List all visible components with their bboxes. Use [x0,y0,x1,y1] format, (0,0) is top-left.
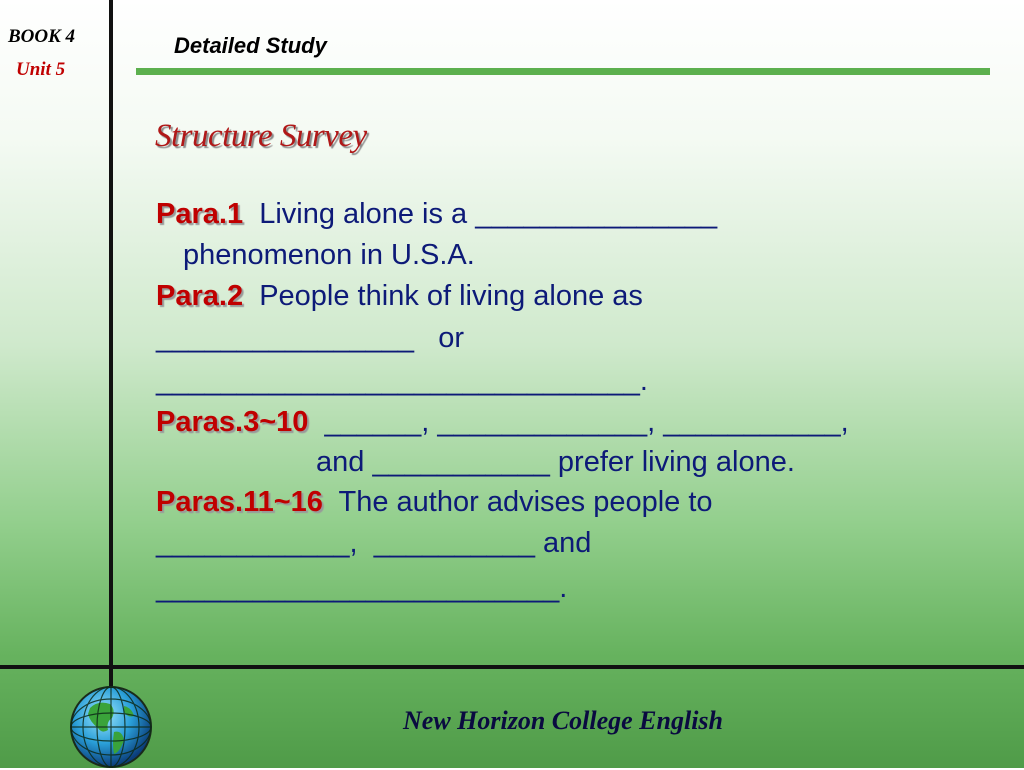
para2-label: Para.2 [156,280,244,312]
para2-line2: ________________ or [156,322,465,354]
header-rule [136,68,990,75]
section-title: Structure Survey [155,118,367,154]
para1-text1: Living alone is a _______________ [259,198,718,230]
paras3-10-label: Paras.3~10 [156,406,309,438]
paras11-16-label: Paras.11~16 [156,486,323,518]
para1-label: Para.1 [156,198,244,230]
para2-line3: ______________________________. [156,365,648,397]
paras3-10-line2: and ___________ prefer living alone. [316,446,795,478]
vertical-divider [109,0,113,768]
paras11-16-line2: ____________, __________ and [156,527,592,559]
para1-line2: phenomenon in U.S.A. [183,239,475,271]
paras11-16-text1: The author advises people to [338,486,713,518]
horizontal-divider [0,665,1024,669]
globe-icon [68,684,154,770]
paras3-10-text1: ______, _____________, ___________, [324,406,849,438]
book-label: BOOK 4 [8,26,76,47]
paras11-16-line3: _________________________. [156,572,568,604]
unit-label: Unit 5 [16,59,66,80]
para1-line1 [156,196,717,232]
para2-line1 [156,278,643,314]
para2-text1: People think of living alone as [259,280,643,312]
header-title: Detailed Study [174,33,327,58]
footer-title: New Horizon College English [403,706,723,735]
paras11-16-line1 [156,484,713,520]
paras3-10-line1 [156,404,849,440]
